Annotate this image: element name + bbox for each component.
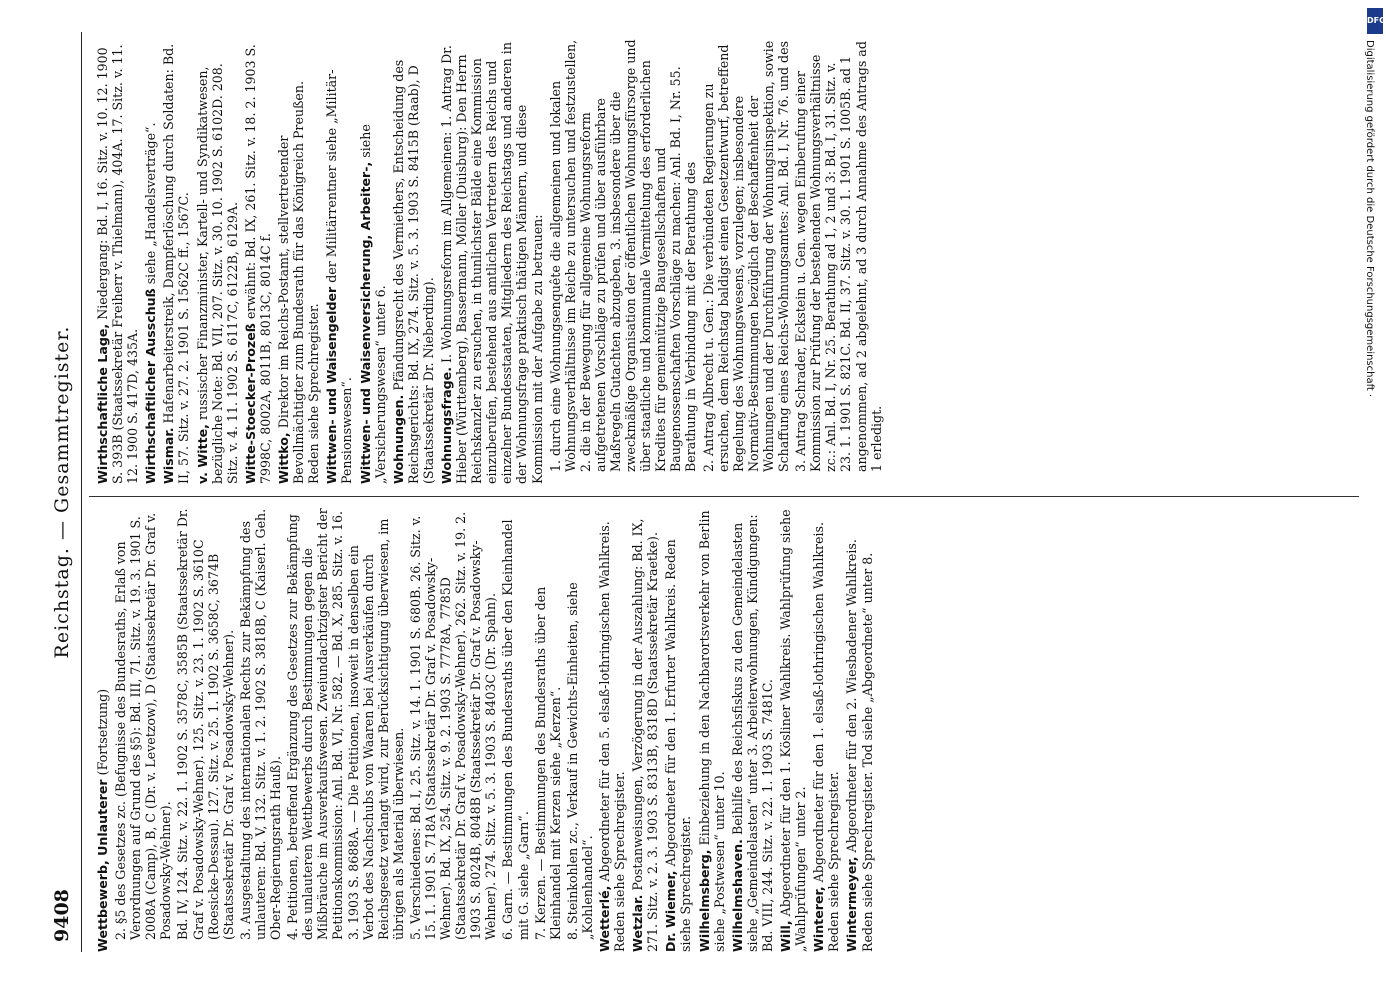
register-entry [175,507,235,952]
entry-text: Abgeordneter für den 1. Erfurter Wahlkreis. Reden siehe Sprechregister. [663,539,694,952]
entry-text: Beihilfe des Reichsfiskus zu den Gemeindelasten siehe „Gemeindelasten“ unter 3. Arbeiterwohnungen, Kündigungen: Bd. VIII, 244. Sitz. v. 22. 1. 1903 S. 7481C. [729,514,775,952]
entry-text: Niedergang: Bd. I, 16. Sitz. v. 10. 12. 1900 S. 393B (Staatssekretär Freiherr v. Thielmann), 404A. 17. Sitz. v. 11. 12. 1900 S. 417D, 435A. [95,44,141,484]
entry-text: Postanweisungen, Verzögerung in der Auszahlung: Bd. IX, 271. Sitz. v. 2. 3. 1903 S. 8313B, 8318D (Staatssekretär Kraetke). [630,518,661,952]
entry-text: Direktor im Reichs-Postamt, stellvertretender Bevollmächtigter zum Bundesrath für das Königreich Preußen. Reden siehe Sprechregister. [276,81,322,484]
entry-text: siehe „Versicherungswesen“ unter 6. [357,124,388,484]
entry-term: Dr. Wiemer, [663,870,679,952]
entry-text: russischer Finanzminister, Kartell- und Syndikatwesen, bezügliche Note: Bd. VII, 207. Sitz. v. 30. 10. 1902 S. 6102D. 208. Sitz. v. 4. 11. 1902 S. 6117C, 6122B, 6129A. [194,63,240,484]
register-entry [358,39,388,484]
entry-text: Hafenarbeiterstreik, Dampferlöschung durch Soldaten: Bd. II, 57. Sitz. v. 27. 2. 1901 S. 1562C ff., 1567C. [161,43,192,484]
entry-text: 6. Garn. — Bestimmungen des Bundesraths über den Kleinhandel mit G. siehe „Garn“. [500,519,531,940]
entry-term: Wittwen- und Waisenversicherung, Arbeiter-, [357,161,373,484]
register-entry [533,507,563,952]
entry-term: Winterer, [811,886,827,952]
register-entry [113,507,173,952]
register-entry [548,39,699,484]
entry-text: Bd. IV, 124. Sitz. v. 22. 1. 1902 S. 3578C, 3585B (Staatssekretär Dr. Graf v. Posadowsky-Wehner). 125. Sitz. v. 23. 1. 1902 S. 3610C (Roesicke-Dessau). 127. Sitz. v. 25. 1. 1902 S. 3658C, 3674B (Staatssekretär Dr. Graf v. Posadowsky-Wehner). [175,508,236,940]
register-entry [408,507,499,952]
register-entry [793,39,884,484]
right-column [95,39,886,484]
entry-text: Abgeordneter für den 1. elsaß-lothringischen Wahlkreis. Reden siehe Sprechregister. [811,522,842,952]
entry-text: 7. Kerzen. — Bestimmungen des Bundesraths über den Kleinhandel mit Kerzen siehe „Kerzen“. [532,586,563,940]
entry-text: Einbeziehung in den Nachbarortsverkehr von Berlin siehe „Postwesen“ unter 10. [696,510,727,952]
entry-term: v. Witte, [194,424,210,484]
register-entry [844,507,874,952]
register-entry [243,39,273,484]
entry-term: Wohnungen. [390,394,406,484]
register-entry [565,507,595,952]
entry-term: Will, [778,920,794,952]
entry-text: erwähnt: Bd. IX, 261. Sitz. v. 18. 2. 1903 S. 7998C, 8002A, 8011B, 8013C, 8014C f. [242,44,273,484]
entry-text: Abgeordneter für den 1. Kösliner Wahlkreis. Wahlprüfung siehe „Wahlprüfungen“ unter 2. [778,509,809,952]
entry-text: siehe „Handelsverträge“. [143,122,159,285]
entry-text: der Militärrentner siehe „Militär-Pensionswesen“. [324,69,355,484]
register-entry [730,507,775,952]
page-number: 9408 [51,889,73,942]
entry-text: 3. Antrag Schrader, Eckstein u. Gen. wegen Einberufung einer Kommission zur Prüfung der bestehenden Wohnungsverhältnisse zc.: Anl. Bd. I, Nr. 25. Berathung ad 1, 2 und 3: Bd. I, 31. Sitz. v. 23. 1. 1901 S. 821C. Bd. II, 37. Sitz. v. 30. 1. 1901 S. 1005B. ad 1 angenommen, ad 2 abgelehnt, ad 3 durch Annahme des Antrags ad 1 erledigt. [793,41,884,472]
entry-term: Wohnungsfrage. [438,367,454,484]
register-entry [500,507,530,952]
running-head: Reichstag. — Gesammtregister. [51,325,73,659]
entry-term: Wettbewerb, Unlauterer [95,779,110,952]
entry-text: 2. §5 des Gesetzes zc. (Befugnisse des Bundesraths, Erlaß von Verordnungen auf Grund des §5): Bd. III, 71. Sitz. v. 19. 3. 1901 S. 2008A (Camp), B, C (Dr. v. Levetzow), D (Staatssekretär Dr. Graf v. Posadowsky-Wehner). [113,512,174,940]
entry-text: Pfändungsrecht des Vermiethers, Entscheidung des Reichsgerichts: Bd. IX, 274. Sitz. v. 5. 3. 1903 S. 8415B (Raab), D (Staatssekretär Dr. Nieberding). [390,59,436,484]
register-entry [663,507,693,952]
entry-text: 8. Steinkohlen zc., Verkauf in Gewichts-Einheiten, siehe „Kohlenhandel“. [564,582,595,940]
entry-text: 3. Ausgestaltung des internationalen Rechts zur Bekämpfung des unlauteren: Bd. V, 132. Sitz. v. 1. 2. 1902 S. 3818B, C (Kaiserl. Geh. Ober-Regierungsrath Hauß). [237,508,284,940]
digitisation-credit: Digitalisierung gefördert durch die Deutsche Forschungsgemeinschaft · [1364,40,1375,398]
register-entry [161,39,191,484]
entry-term: Wittko, [276,432,292,484]
entry-term: Wismar. [161,427,177,484]
register-entry [811,507,841,952]
entry-text: (Fortsetzung) [95,688,110,776]
entry-text: I. Wohnungsreform im Allgemeinen: 1. Antrag Dr. Hieber (Württemberg), Bassermann, Möller (Duisburg): Den Herrn Reichskanzler zu ersuchen, in thunlichster Bälde eine Kommission einzuberufen, bestehend aus amtlichen Vertretern des Reichs und einzelner Bundesstaaten, Mitgliedern des Reichstags und anderen in der Wohnungsfrage praktisch thätigen Männern, und diese Kommission mit der Aufgabe zu betrauen: [438,42,545,484]
left-column [95,507,878,952]
entry-term: Wetterlé, [597,885,612,952]
register-entry [701,39,792,484]
entry-text: 5. Verschiedenes: Bd. I, 25. Sitz. v. 14. 1. 1901 S. 680B. 26. Sitz. v. 15. 1. 1901 S. 718A (Staatssekretär Dr. Graf v. Posadowsky-Wehner). Bd. IX, 254. Sitz. v. 9. 2. 1903 S. 7778A, 7785D (Staatssekretär Dr. Graf v. Posadowsky-Wehner). 262. Sitz. v. 19. 2. 1903 S. 8024B, 8048B (Staatssekretär Dr. Graf v. Posadowsky-Wehner). 274. Sitz. v. 5. 3. 1903 S. 8403C (Dr. Spahn). [407,511,499,940]
register-entry [697,507,727,952]
entry-text: 4. Petitionen, betreffend Ergänzung des Gesetzes zur Bekämpfung des unlauteren Wettbewerbs durch Bestimmungen gegen die Mißbräuche im Ausverkaufswesen. Zweiundachtzigster Bericht der Petitionskommission: Anl. Bd. VI, Nr. 582. — Bd. X, 285. Sitz. v. 16. 3. 1903 S. 8688A. — Die Petitionen, insoweit in denselben ein Verbot des Nachschubs von Waaren bei Ausverkäufen durch Reichsgesetz verlangt wird, zur Berücksichtigung überwiesen, im übrigen als Material überwiesen. [285,508,406,940]
entry-text: Abgeordneter für den 5. elsaß-lothringischen Wahlkreis. Reden siehe Sprechregister. [597,521,628,952]
entry-text: 1. durch eine Wohnungsenquête die allgemeinen und lokalen Wohnungsverhältnisse im Reiche zu untersuchen und festzustellen, 2. die in der Bewegung für allgemeine Wohnungsreform aufgetretenen Vorschläge zu prüfen und über ausführbare Maßregeln Gutachten abzugeben, 3. insbesondere über die zweckmäßige Organisation der öffentlichen Wohnungsfürsorge und über staatliche und kommunale Vermittelung des erforderlichen Kredites für gemeinnützige Baugesellschaften und Baugenossenschaften Vorschläge zu machen: Anl. Bd. I, Nr. 55. Berathung in Verbindung mit der Berathung des [547,39,699,472]
entry-term: Witte-Stoecker-Prozeß [242,323,258,484]
entry-term: Wilhelmshaven. [729,839,745,952]
column-divider [89,496,1359,497]
register-entry [95,39,140,484]
register-entry [95,507,110,952]
entry-term: Wilhelmsberg, [696,849,712,952]
entry-text: 2. Antrag Albrecht u. Gen.: Die verbündeten Regierungen zu ersuchen, dem Reichstag baldigst einen Gesetzentwurf, betreffend Regelung des Wohnungswesens, vorzulegen; insbesondere Normativ-Bestimmungen bezüglich der Beschaffenheit der Wohnungen und der Durchführung der Wohnungsinspektion, sowie Schaffung eines Reichs-Wohnungsamtes: Anl. Bd. I, Nr. 76. und des [700,40,792,472]
entry-term: Wittwen- und Waisengelder [324,286,340,484]
register-entry [439,39,545,484]
register-entry [391,39,436,484]
entry-term: Wintermeyer, [844,856,860,952]
register-entry [143,39,158,484]
register-entry [285,507,406,952]
register-entry [778,507,808,952]
register-entry [630,507,660,952]
register-entry [276,39,321,484]
entry-term: Wetzlar. [630,894,646,952]
register-entry [324,39,354,484]
page-header [45,32,82,952]
register-entry [195,39,240,484]
dfg-logo-icon: DFG [1367,8,1383,34]
register-page [45,32,1375,952]
register-entry [597,507,627,952]
entry-term: Wirthschaftlicher Ausschuß [143,288,159,484]
entry-text: Abgeordneter für den 2. Wiesbadener Wahlkreis. Reden siehe Sprechregister. Tod siehe „Abgeordnete“ unter 8. [844,539,875,952]
entry-term: Wirthschaftliche Lage, [95,323,110,484]
register-entry [238,507,283,952]
